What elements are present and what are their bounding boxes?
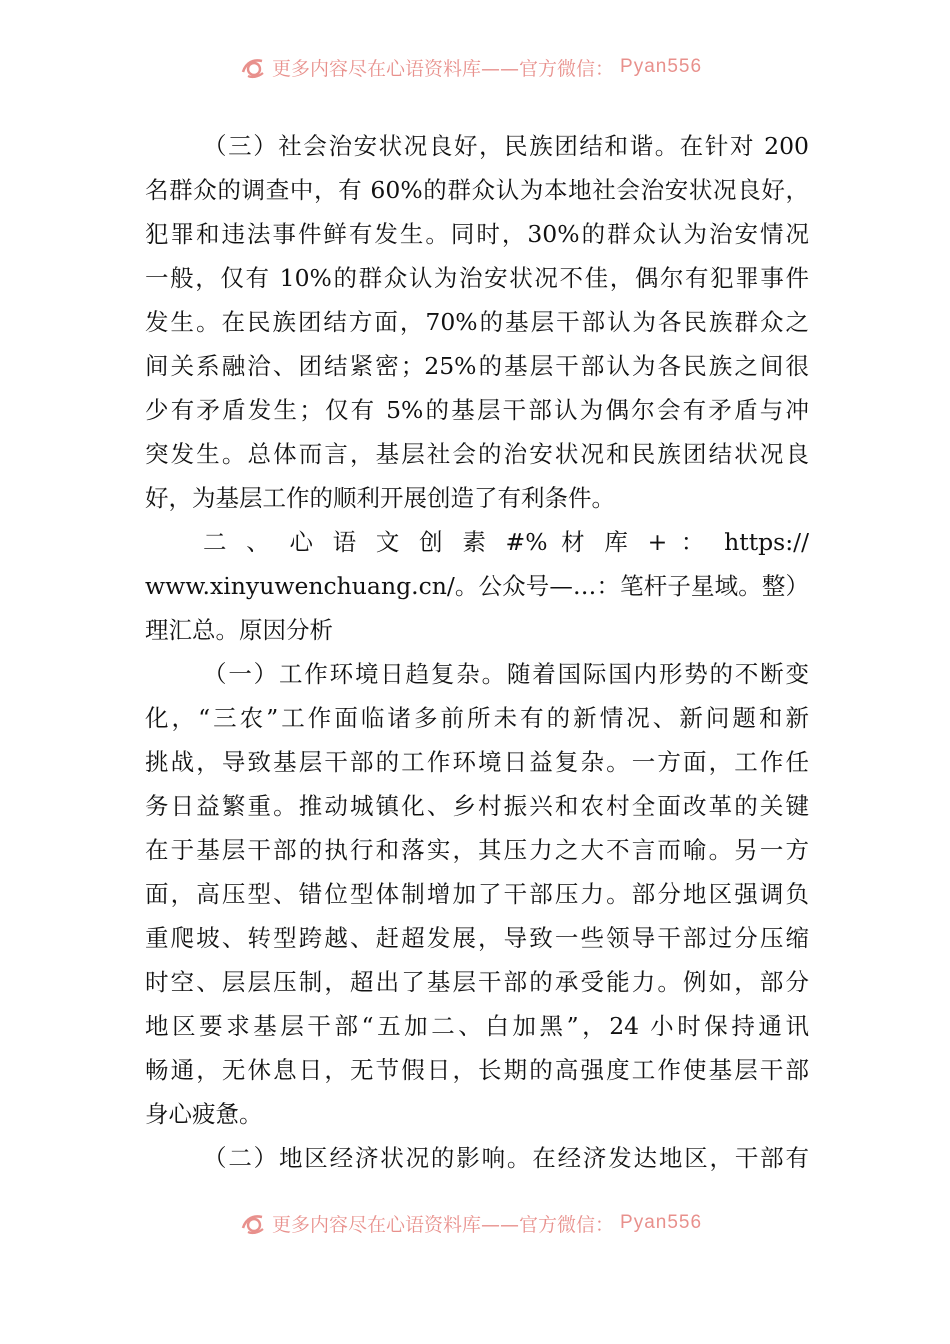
- footer-watermark-id: Pyan556: [620, 1212, 703, 1233]
- text-line: 面，高压型、错位型体制增加了干部压力。部分地区强调负: [145, 880, 809, 908]
- paragraph-economy: [145, 1136, 809, 1180]
- logo-icon: [240, 1210, 266, 1236]
- text-line: 重爬坡、转型跨越、赶超发展，导致一些领导干部过分压缩: [145, 924, 809, 952]
- paragraph-security: [145, 124, 809, 520]
- section-heading: [145, 520, 809, 652]
- text-line: （三）社会治安状况良好，民族团结和谐。在针对 200: [203, 132, 809, 160]
- text-line: 一般，仅有 10%的群众认为治安状况不佳，偶尔有犯罪事件: [145, 264, 809, 292]
- text-line: 身心疲惫。: [145, 1100, 263, 1128]
- text-line: 务日益繁重。推动城镇化、乡村振兴和农村全面改革的关键: [145, 792, 809, 820]
- text-line: （二）地区经济状况的影响。在经济发达地区，干部有: [203, 1144, 809, 1172]
- header-watermark-id: Pyan556: [620, 56, 703, 77]
- text-line: 少有矛盾发生；仅有 5%的基层干部认为偶尔会有矛盾与冲: [145, 396, 809, 424]
- text-line: 化，“三农”工作面临诸多前所未有的新情况、新问题和新: [145, 704, 809, 732]
- text-line: 间关系融洽、团结紧密；25%的基层干部认为各民族之间很: [145, 352, 809, 380]
- logo-icon: [240, 54, 266, 80]
- text-line: 在于基层干部的执行和落实，其压力之大不言而喻。另一方: [145, 836, 809, 864]
- text-line: 时空、层层压制，超出了基层干部的承受能力。例如，部分: [145, 968, 809, 996]
- footer-watermark-text: 更多内容尽在心语资料库——官方微信：: [272, 1213, 615, 1236]
- header-watermark: [240, 52, 760, 82]
- paragraph-environment: [145, 652, 809, 1136]
- text-line: 畅通，无休息日，无节假日，长期的高强度工作使基层干部: [145, 1056, 809, 1084]
- heading-line: 二 、 心 语 文 创 素 #% 材 库 + ： https://: [203, 528, 809, 556]
- text-line: 发生。在民族团结方面，70%的基层干部认为各民族群众之: [145, 308, 809, 336]
- footer-watermark: [240, 1208, 760, 1238]
- text-line: 名群众的调查中，有 60%的群众认为本地社会治安状况良好，: [145, 176, 809, 204]
- text-line: 突发生。总体而言，基层社会的治安状况和民族团结状况良: [145, 440, 809, 468]
- heading-line: www.xinyuwenchuang.cn/。公众号—…：笔杆子星域。整）: [145, 572, 809, 600]
- text-line: 好，为基层工作的顺利开展创造了有利条件。: [145, 484, 615, 512]
- text-line: 地区要求基层干部“五加二、白加黑”，24 小时保持通讯: [145, 1012, 809, 1040]
- text-line: 挑战，导致基层干部的工作环境日益复杂。一方面，工作任: [145, 748, 809, 776]
- heading-line: 理汇总。原因分析: [145, 616, 333, 644]
- text-line: （一）工作环境日趋复杂。随着国际国内形势的不断变: [203, 660, 809, 688]
- header-watermark-text: 更多内容尽在心语资料库——官方微信：: [272, 57, 615, 80]
- document-body: [145, 124, 809, 1180]
- text-line: 犯罪和违法事件鲜有发生。同时，30%的群众认为治安情况: [145, 220, 809, 248]
